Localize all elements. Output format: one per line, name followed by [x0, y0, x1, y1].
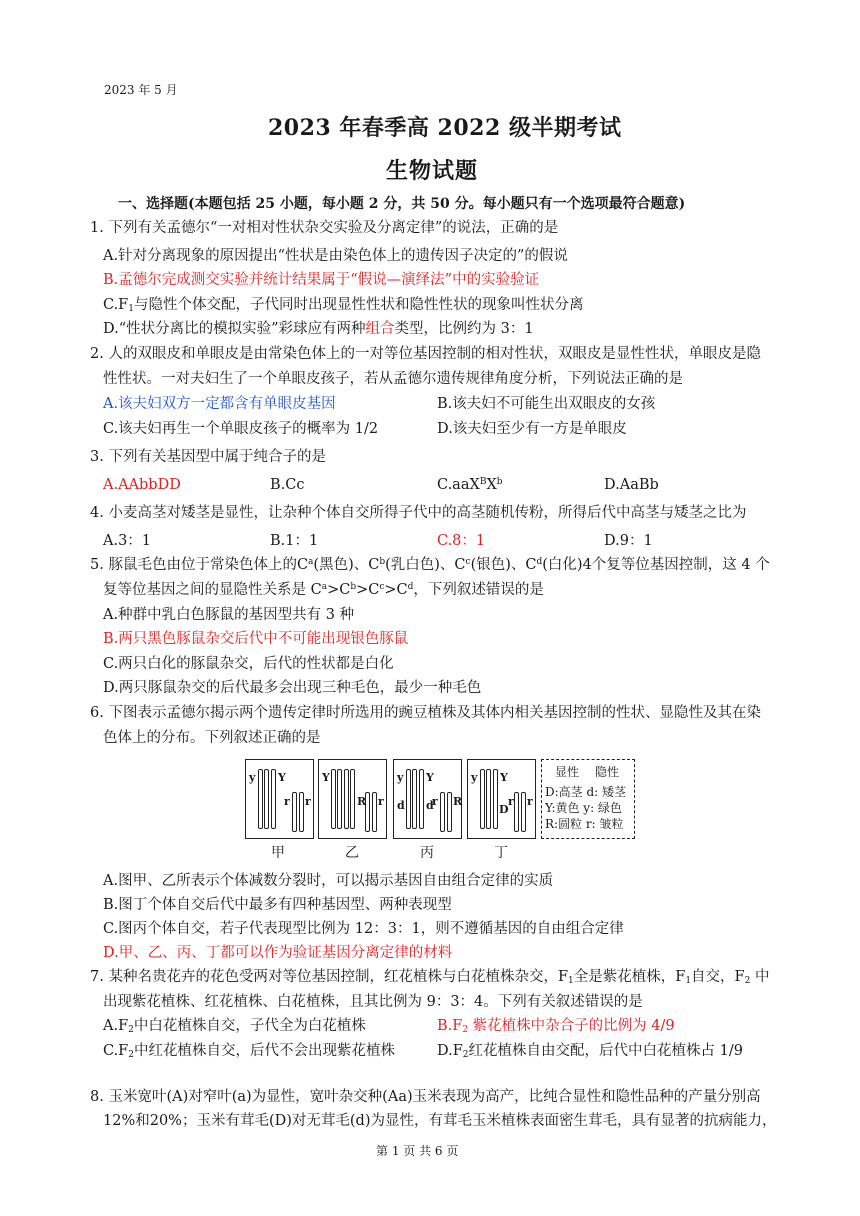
- chromosome: [337, 769, 342, 829]
- option-a: A.种群中乳白色豚鼠的基因型共有 3 种: [103, 607, 355, 623]
- exam-title: 2023 年春季高 2022 级半期考试: [268, 115, 622, 141]
- gene-label: r: [305, 795, 311, 808]
- chromosome: [372, 792, 377, 832]
- caption-bing: 丙: [420, 845, 434, 861]
- subject-title: 生物试题: [386, 158, 479, 184]
- option-c: C.该夫妇再生一个单眼皮孩子的概率为 1/2: [103, 421, 379, 437]
- legend-row-height: D:高茎 d: 矮茎: [545, 785, 627, 799]
- option-d: D.AaBb: [604, 477, 659, 493]
- gene-label: Y: [500, 771, 508, 784]
- option-b: B.该夫妇不可能生出双眼皮的女孩: [437, 396, 656, 412]
- option-d: D.9：1: [604, 533, 653, 549]
- option-c: C.两只白化的豚鼠杂交，后代的性状都是白化: [103, 656, 394, 672]
- caption-yi: 乙: [345, 845, 359, 861]
- option-a: A.AAbbDD: [103, 477, 181, 493]
- question-stem: 1. 下列有关孟德尔“一对相对性状杂交实验及分离定律”的说法，正确的是: [90, 220, 559, 236]
- option-b: B.两只黑色豚鼠杂交后代中不可能出现银色豚鼠: [103, 631, 409, 647]
- panel-ding: [467, 759, 536, 839]
- gene-label: Y: [426, 771, 434, 784]
- chromosome: [480, 769, 485, 829]
- legend-row-color: Y:黄色 y: 绿色: [545, 801, 622, 815]
- option-b: $B.F_2$ 紫花植株中杂合子的比例为 4/9: [437, 1018, 675, 1035]
- option-d: D.两只豚鼠杂交的后代最多会出现三种毛色，最少一种毛色: [103, 680, 482, 696]
- caption-ding: 丁: [494, 845, 508, 861]
- chromosome: [344, 769, 349, 829]
- gene-label: d: [397, 799, 405, 812]
- chromosome: [493, 769, 498, 829]
- legend-dominant-header: 显性: [555, 765, 580, 779]
- chromosome: [486, 769, 491, 829]
- chromosome: [521, 792, 526, 832]
- option-d: D.该夫妇至少有一方是单眼皮: [437, 421, 627, 437]
- chromosome: [514, 792, 519, 832]
- panel-yi: [318, 759, 387, 839]
- chromosome: [440, 792, 445, 832]
- section-heading: 一、选择题(本题包括 25 小题，每小题 2 分，共 50 分。每小题只有一个选项最符合题意): [118, 196, 686, 212]
- chromosome: [406, 769, 411, 829]
- panel-jia: [245, 759, 314, 839]
- chromosome: [419, 769, 424, 829]
- chromosome: [331, 769, 336, 829]
- legend-recessive-header: 隐性: [595, 765, 620, 779]
- chromosome: [258, 769, 263, 829]
- option-b: B.1：1: [270, 533, 319, 549]
- question-stem-line1: 2. 人的双眼皮和单眼皮是由常染色体上的一对等位基因控制的相对性状，双眼皮是显性性状，单眼皮是隐: [90, 346, 761, 362]
- chromosome: [447, 792, 452, 832]
- question-stem-line1: 7. 某种名贵花卉的花色受两对等位基因控制，红花植株与白花植株杂交，$F_1$全是紫花植株，$F_1$自交，$F_2$ 中: [90, 969, 770, 986]
- gene-label: y: [249, 771, 256, 784]
- gene-label: r: [527, 795, 533, 808]
- gene-label: r: [432, 795, 438, 808]
- question-stem-line1: 5. 豚鼠毛色由位于常染色体上的$C^a$(黑色)、$C^b$(乳白色)、$C^c$(银色)、$C^d$(白化)4个复等位基因控制，这 4 个: [90, 557, 770, 573]
- option-a: A.该夫妇双方一定都含有单眼皮基因: [103, 396, 336, 412]
- gene-label: r: [508, 795, 514, 808]
- question-stem: 3. 下列有关基因型中属于纯合子的是: [90, 449, 326, 465]
- chromosome: [412, 769, 417, 829]
- option-d: D.甲、乙、丙、丁都可以作为验证基因分离定律的材料: [103, 945, 453, 961]
- option-c: $C.aaX^BX^b$: [437, 477, 503, 493]
- option-b: B.Cc: [270, 477, 305, 493]
- gene-label: Y: [278, 771, 286, 784]
- gene-label: r: [378, 795, 384, 808]
- option-c: C.8：1: [437, 533, 486, 549]
- question-stem-line1: 8. 玉米宽叶(A)对窄叶(a)为显性，宽叶杂交种(Aa)玉米表现为高产，比纯合显性和隐性品种的产量分别高: [90, 1089, 761, 1105]
- gene-label: y: [397, 771, 404, 784]
- question-stem-line1: 6. 下图表示孟德尔揭示两个遗传定律时所选用的豌豆植株及其体内相关基因控制的性状、显隐性及其在染: [90, 705, 761, 721]
- option-d: $D.F_2$红花植株自由交配，后代中白花植株占 1/9: [437, 1043, 743, 1060]
- option-b: B.孟德尔完成测交实验并统计结果属于“假说—演绎法”中的实验验证: [103, 272, 540, 288]
- chromosome: [292, 792, 297, 832]
- legend-row-shape: R:圆粒 r: 皱粒: [545, 817, 624, 831]
- chromosome: [271, 769, 276, 829]
- chromosome: [299, 792, 304, 832]
- option-a: A.图甲、乙所表示个体减数分裂时，可以揭示基因自由组合定律的实质: [103, 873, 554, 889]
- option-c: $C.F_2$中红花植株自交，后代不会出现紫花植株: [103, 1043, 395, 1060]
- gene-label: Y: [322, 771, 330, 784]
- figure-legend: [541, 759, 635, 839]
- gene-label: R: [453, 795, 463, 808]
- gene-label: y: [471, 771, 478, 784]
- gene-label: D: [499, 803, 509, 816]
- option-c: C.图丙个体自交，若子代表现型比例为 12：3：1，则不遵循基因的自由组合定律: [103, 921, 624, 937]
- option-d: D.“性状分离比的模拟实验”彩球应有两种组合类型，比例约为 3：1: [103, 321, 534, 337]
- question-stem-line2: 色体上的分布。下列叙述正确的是: [103, 730, 321, 746]
- option-c: $C.F_1$与隐性个体交配，子代同时出现显性性状和隐性性状的现象叫性状分离: [103, 297, 584, 314]
- page-number: 第 1 页 共 6 页: [376, 1144, 459, 1158]
- exam-date: 2023 年 5 月: [104, 83, 178, 97]
- gene-label: r: [284, 795, 290, 808]
- question-stem-line2: 复等位基因之间的显隐性关系是 $C^a>C^b>C^c>C^d$，下列叙述错误的是: [103, 582, 544, 598]
- chromosome: [350, 769, 355, 829]
- panel-bing: [393, 759, 462, 839]
- question-stem-line2: 12%和20%；玉米有茸毛(D)对无茸毛(d)为显性，有茸毛玉米植株表面密生茸毛，具有显著的抗病能力，: [103, 1113, 777, 1129]
- option-a: A.针对分离现象的原因提出“性状是由染色体上的遗传因子决定的”的假说: [103, 248, 568, 264]
- question-stem: 4. 小麦高茎对矮茎是显性，让杂种个体自交所得子代中的高茎随机传粉，所得后代中高茎与矮茎之比为: [90, 505, 747, 521]
- gene-label: R: [357, 795, 367, 808]
- caption-jia: 甲: [271, 845, 285, 861]
- chromosome: [264, 769, 269, 829]
- option-a: A.3：1: [103, 533, 152, 549]
- question-stem-line2: 出现紫花植株、红花植株、白花植株，且其比例为 9：3：4。下列有关叙述错误的是: [103, 994, 643, 1010]
- question-stem-line2: 性性状。一对夫妇生了一个单眼皮孩子，若从孟德尔遗传规律角度分析，下列说法正确的是: [103, 371, 683, 387]
- gene-label: d: [426, 799, 434, 812]
- option-b: B.图丁个体自交后代中最多有四种基因型、两种表现型: [103, 897, 452, 913]
- option-a: $A.F_2$中白花植株自交，子代全为白花植株: [103, 1018, 366, 1035]
